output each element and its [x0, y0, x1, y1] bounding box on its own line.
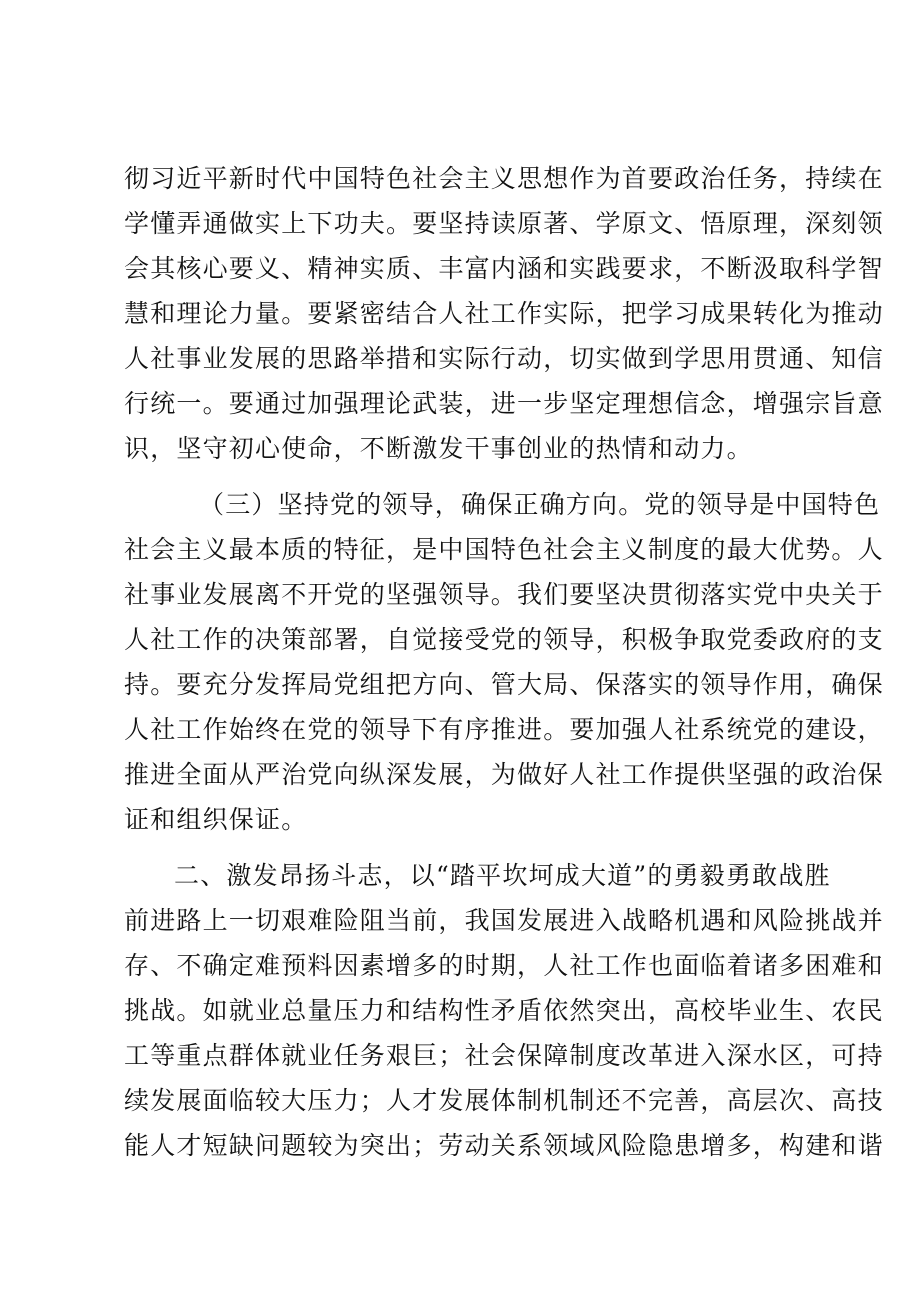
text-line: 识，坚守初心使命，不断激发干事创业的热情和动力。 [124, 434, 753, 463]
text-line: 工等重点群体就业任务艰巨；社会保障制度改革进入深水区，可持 [124, 1041, 884, 1070]
section-heading-line: 二、激发昂扬斗志，以“踏平坎坷成大道”的勇毅勇敢战胜 [174, 861, 831, 890]
text-line: 证和组织保证。 [124, 805, 308, 834]
text-line: 彻习近平新时代中国特色社会主义思想作为首要政治任务，持续在 [124, 164, 884, 193]
text-line: 慧和理论力量。要紧密结合人社工作实际，把学习成果转化为推动 [124, 299, 884, 328]
text-line: 会其核心要义、精神实质、丰富内涵和实践要求，不断汲取科学智 [124, 254, 884, 283]
text-line: 挑战。如就业总量压力和结构性矛盾依然突出，高校毕业生、农民 [124, 996, 884, 1025]
text-line: 持。要充分发挥局党组把方向、管大局、保落实的领导作用，确保 [124, 670, 884, 699]
text-line: 学懂弄通做实上下功夫。要坚持读原著、学原文、悟原理，深刻领 [124, 209, 884, 238]
paragraph-study-theory [124, 156, 884, 471]
paragraph-party-leadership [124, 482, 884, 842]
text-line: 前进路上一切艰难险阻当前，我国发展进入战略机遇和风险挑战并 [124, 906, 884, 935]
paragraph-fighting-spirit [124, 853, 884, 1168]
text-line: 续发展面临较大压力；人才发展体制机制还不完善，高层次、高技 [124, 1086, 884, 1115]
text-line: 人社事业发展的思路举措和实际行动，切实做到学思用贯通、知信 [124, 344, 884, 373]
document-body [124, 156, 884, 1168]
text-line: 人社工作的决策部署，自觉接受党的领导，积极争取党委政府的支 [124, 625, 884, 654]
text-line: 能人才短缺问题较为突出；劳动关系领域风险隐患增多，构建和谐 [124, 1131, 884, 1160]
text-line: 人社工作始终在党的领导下有序推进。要加强人社系统党的建设， [124, 715, 884, 744]
text-line: 社事业发展离不开党的坚强领导。我们要坚决贯彻落实党中央关于 [124, 580, 884, 609]
text-line: 社会主义最本质的特征，是中国特色社会主义制度的最大优势。人 [124, 535, 884, 564]
text-line: 推进全面从严治党向纵深发展，为做好人社工作提供坚强的政治保 [124, 760, 884, 789]
section-heading-line: （三）坚持党的领导，确保正确方向。党的领导是中国特色 [199, 490, 881, 519]
text-line: 行统一。要通过加强理论武装，进一步坚定理想信念，增强宗旨意 [124, 389, 884, 418]
text-line: 存、不确定难预料因素增多的时期，人社工作也面临着诸多困难和 [124, 951, 884, 980]
